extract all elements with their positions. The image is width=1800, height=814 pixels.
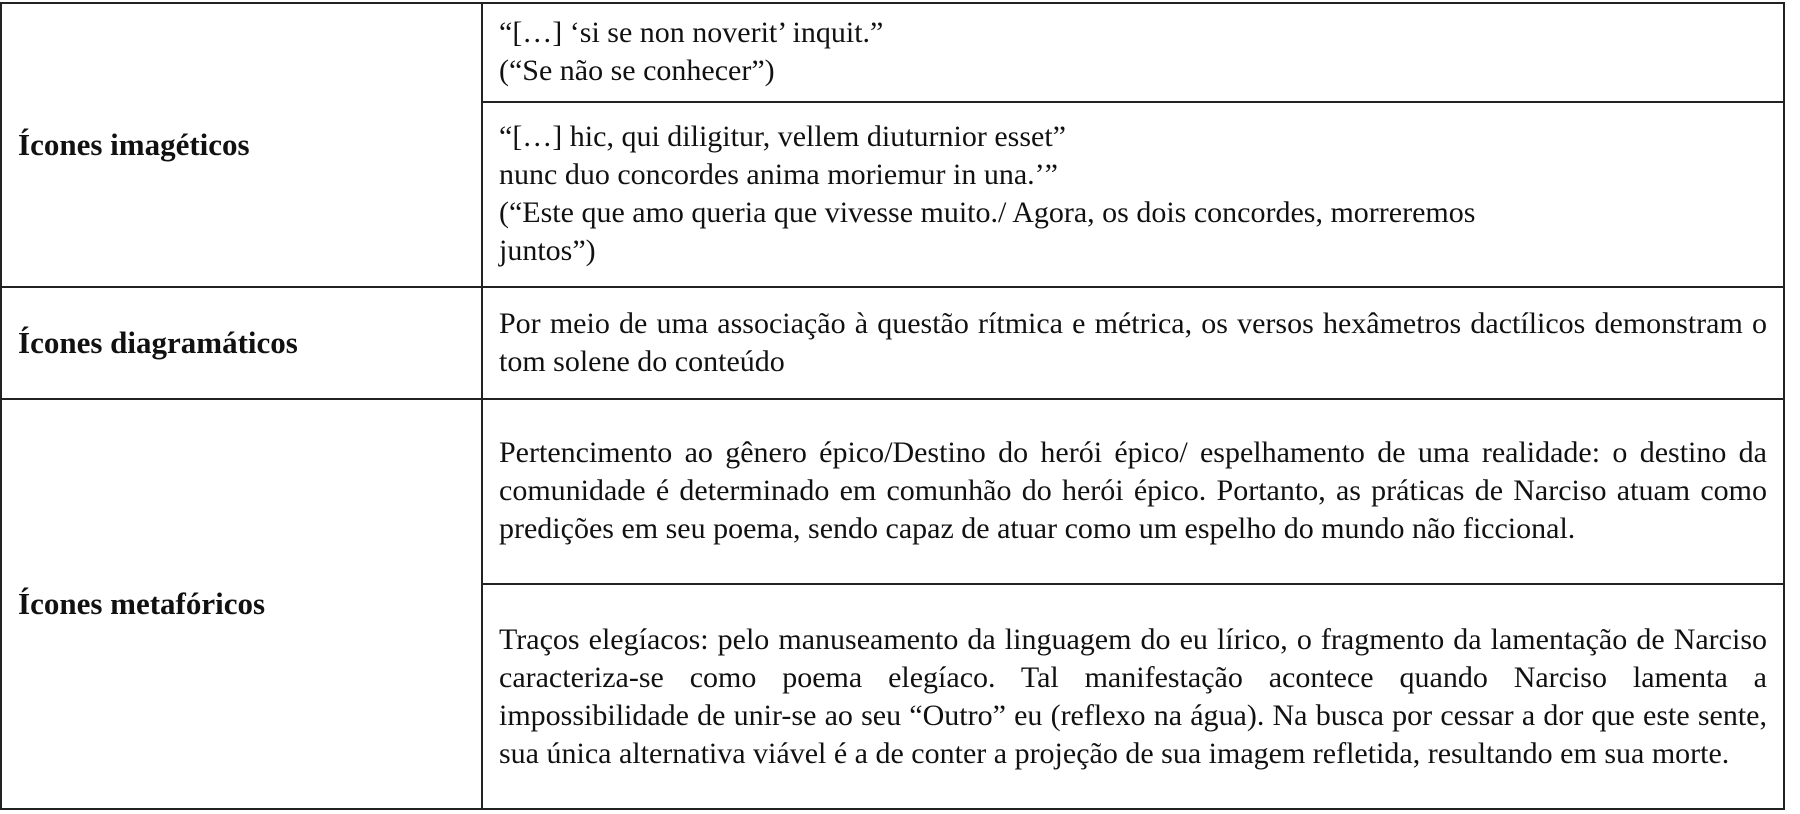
cell-epic-description bbox=[482, 399, 1784, 585]
translation-line: (“Se não se conhecer”) bbox=[499, 54, 775, 88]
table-row bbox=[1, 399, 1784, 585]
quote-line: “[…] ‘si se non noverit’ inquit.” bbox=[499, 16, 884, 50]
row-label-diagramaticos: Ícones diagramáticos bbox=[1, 287, 482, 398]
cell-elegiac-description bbox=[482, 584, 1784, 809]
cell-diagramatic-description bbox=[482, 287, 1784, 398]
row-label-imageticos: Ícones imagéticos bbox=[1, 3, 482, 287]
cell-latin-quote-2 bbox=[482, 102, 1784, 288]
paragraph: Pertencimento ao gênero épico/Destino do herói épico/ espelhamento de uma realidade: o destino da comunidade é determinado em comunhão do herói épico. Portanto, as práticas de Narciso atuam como predições em seu poema, sendo capaz de atuar como um espelho do mundo não ficcional. bbox=[499, 436, 1767, 546]
translation-line: (“Este que amo queria que vivesse muito./ Agora, os dois concordes, morreremos bbox=[499, 196, 1476, 230]
translation-line: juntos”) bbox=[499, 234, 596, 268]
icon-classification-table bbox=[0, 2, 1785, 810]
table-row bbox=[1, 3, 1784, 102]
quote-line: nunc duo concordes anima moriemur in una.’” bbox=[499, 158, 1058, 192]
quote-line: “[…] hic, qui diligitur, vellem diuturnior esset” bbox=[499, 120, 1066, 154]
paragraph: Por meio de uma associação à questão rítmica e métrica, os versos hexâmetros dactílicos demonstram o tom solene do conteúdo bbox=[499, 306, 1767, 378]
row-label-metaforicos: Ícones metafóricos bbox=[1, 399, 482, 809]
paragraph: Traços elegíacos: pelo manuseamento da linguagem do eu lírico, o fragmento da lamentação de Narciso caracteriza-se como poema elegíaco. Tal manifestação acontece quando Narciso lamenta a impossibilidade de unir-se ao seu “Outro” eu (reflexo na água). Na busca por cessar a dor que este sente, sua única alternativa viável é a de conter a projeção de sua imagem refletida, resultando em sua morte. bbox=[499, 622, 1767, 770]
cell-latin-quote-1 bbox=[482, 3, 1784, 102]
table-row bbox=[1, 287, 1784, 398]
